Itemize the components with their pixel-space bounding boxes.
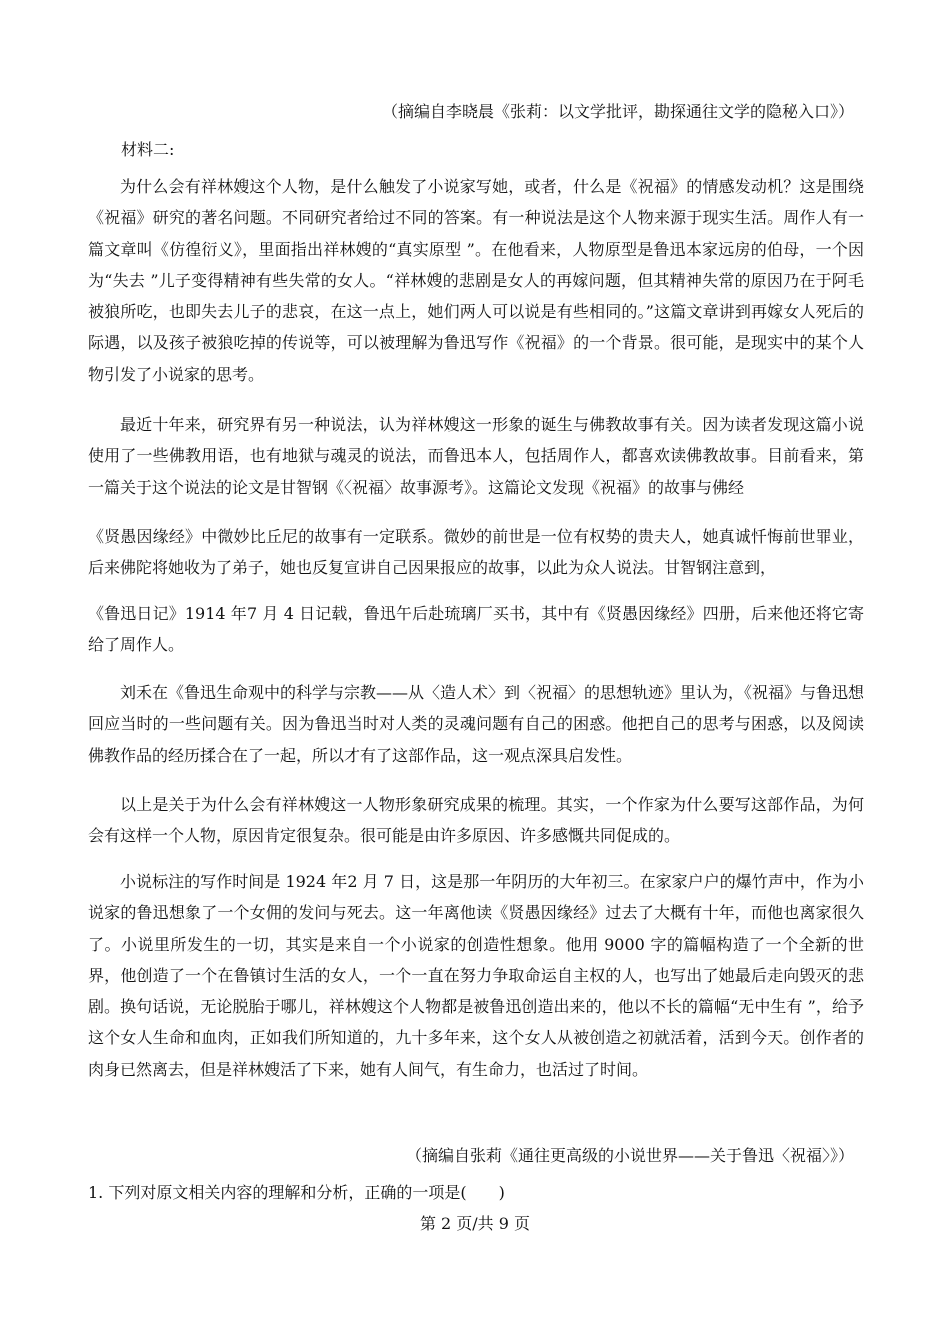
source-citation-1: （摘编自李晓晨《张莉：以文学批评，勘探通往文学的隐秘入口》） <box>381 102 854 121</box>
source-citation-2: （摘编自张莉《通往更高级的小说世界——关于鲁迅〈祝福〉》） <box>405 1146 854 1165</box>
paragraph-5: 小说标注的写作时间是 1924 年2 月 7 日，这是那一年阴历的大年初三。在家家户户的爆竹声中，作为小说家的鲁迅想象了一个女佣的发问与死去。这一年离他读《贤愚因缘经》过去了大概有十年，而他也离家很久了。小说里所发生的一切，其实是来自一个小说家的创造性想象。他用 9000 字的篇幅构造了一个全新的世界，他创造了一个在鲁镇讨生活的女人，一个一直在努力争取命运自主权的人，也写出了她最后走向毁灭的悲剧。换句话说，无论脱胎于哪儿，祥林嫂这个人物都是被鲁迅创造出来的，他以不长的篇幅“无中生有 ”，给予这个女人生命和血肉，正如我们所知道的，九十多年来，这个女人从被创造之初就活着，活到今天。创作者的肉身已然离去，但是祥林嫂活了下来，她有人间气，有生命力，也活过了时间。 <box>88 872 864 1079</box>
paragraph-2-end: 《鲁迅日记》1914 年7 月 4 日记载，鲁迅午后赴琉璃厂买书，其中有《贤愚因缘经》四册，后来他还将它寄给了周作人。 <box>88 604 864 655</box>
paragraph-3: 刘禾在《鲁迅生命观中的科学与宗教——从〈造人术〉到〈祝福〉的思想轨迹》里认为，《祝福》与鲁迅想回应当时的一些问题有关。因为鲁迅当时对人类的灵魂问题有自己的困惑。他把自己的思考与困惑，以及阅读佛教作品的经历揉合在了一起，所以才有了这部作品，这一观点深具启发性。 <box>88 683 865 765</box>
paragraph-4: 以上是关于为什么会有祥林嫂这一人物形象研究成果的梳理。其实，一个作家为什么要写这部作品，为何会有这样一个人物，原因肯定很复杂。很可能是由许多原因、许多感慨共同促成的。 <box>88 795 864 846</box>
paragraph-2: 最近十年来，研究界有另一种说法，认为祥林嫂这一形象的诞生与佛教故事有关。因为读者发现这篇小说使用了一些佛教用语，也有地狱与魂灵的说法，而鲁迅本人，包括周作人，都喜欢读佛教故事。目前看来，第一篇关于这个说法的论文是甘智钢《〈祝福〉故事源考》。这篇论文发现《祝福》的故事与佛经 <box>88 415 864 497</box>
question-1: 1. 下列对原文相关内容的理解和分析，正确的一项是( ) <box>88 1183 505 1202</box>
material-2-label: 材料二: <box>121 140 175 159</box>
page-footer: 第 2 页/共 9 页 <box>419 1214 531 1233</box>
paragraph-1: 为什么会有祥林嫂这个人物，是什么触发了小说家写她，或者，什么是《祝福》的情感发动机？这是围绕《祝福》研究的著名问题。不同研究者给过不同的答案。有一种说法是这个人物来源于现实生活。周作人有一篇文章叫《仿徨衍义》，里面指出祥林嫂的“真实原型 ”。在他看来，人物原型是鲁迅本家远房的伯母，一个因为“失去 ”儿子变得精神有些失常的女人。“祥林嫂的悲剧是女人的再嫁问题，但其精神失常的原因乃在于阿毛被狼所吃，也即失去儿子的悲哀，在这一点上，她们两人可以说是有些相同的。”这篇文章讲到再嫁女人死后的际遇，以及孩子被狼吃掉的传说等，可以被理解为鲁迅写作《祝福》的一个背景。很可能，是现实中的某个人物引发了小说家的思考。 <box>88 177 864 384</box>
paragraph-2-continued: 《贤愚因缘经》中微妙比丘尼的故事有一定联系。微妙的前世是一位有权势的贵夫人，她真诚忏悔前世罪业，后来佛陀将她收为了弟子，她也反复宣讲自己因果报应的故事，以此为众人说法。甘智钢注意到， <box>88 527 864 578</box>
